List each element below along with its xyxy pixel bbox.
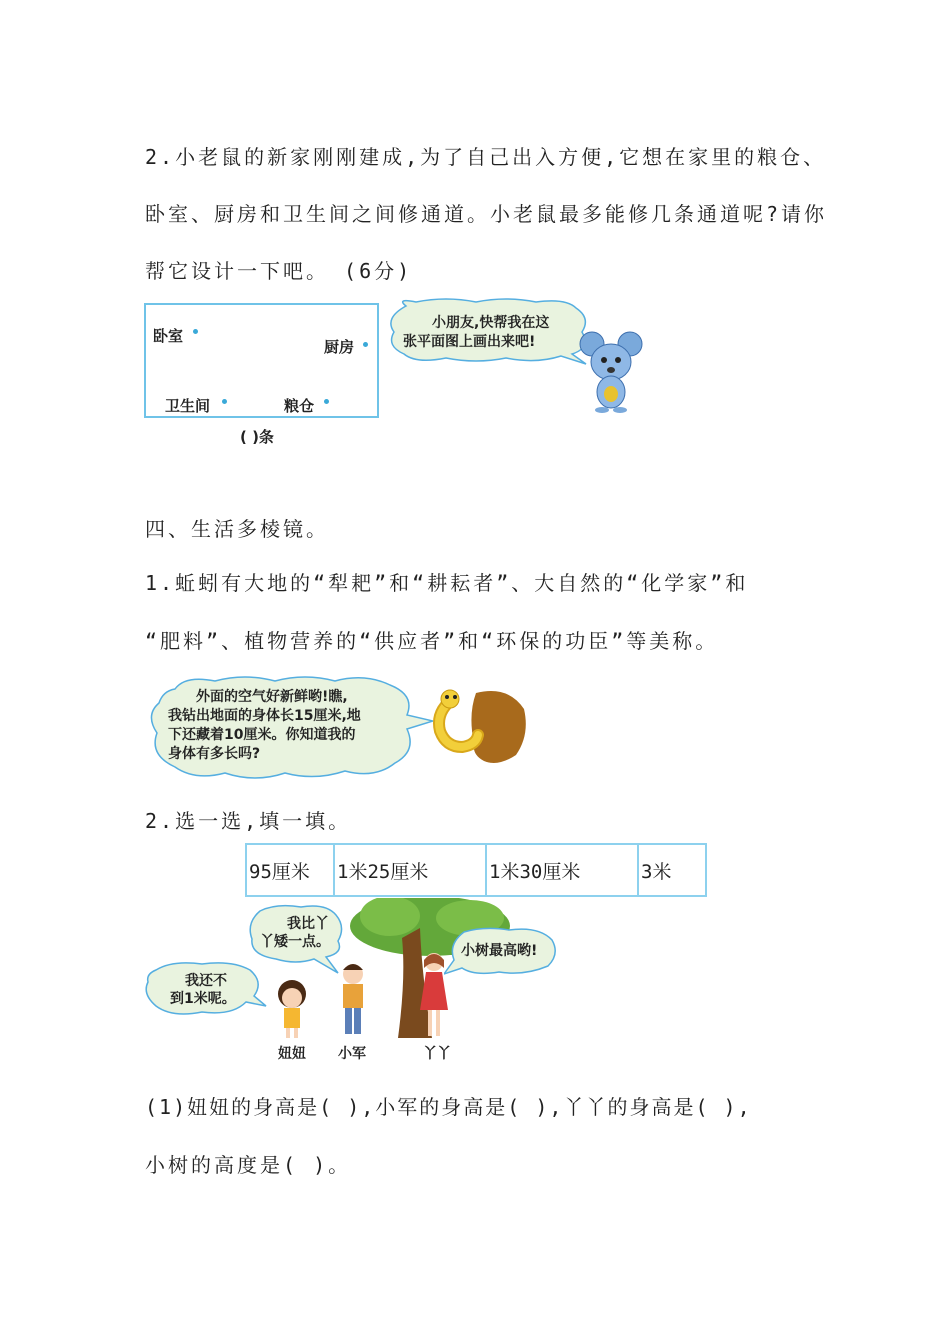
option-cell: 1米25厘米 bbox=[334, 844, 486, 896]
q2-line-2: 卧室、厨房和卫生间之间修通道。小老鼠最多能修几条通道呢?请你 bbox=[145, 202, 828, 226]
worm-bubble-line-1: 外面的空气好新鲜哟!瞧, bbox=[196, 689, 348, 705]
name-yaya: 丫丫 bbox=[423, 1046, 451, 1062]
niuniu-bubble-line-1: 我还不 bbox=[185, 973, 227, 989]
answer-blank: ( )条 bbox=[240, 428, 274, 446]
option-cell: 3米 bbox=[638, 844, 706, 896]
q2-line-3: 帮它设计一下吧。 (6分) bbox=[145, 259, 413, 283]
section4-title: 四、生活多棱镜。 bbox=[145, 517, 329, 541]
name-niuniu: 妞妞 bbox=[278, 1046, 306, 1062]
room-bedroom-label: 卧室 bbox=[153, 327, 184, 345]
room-granary-label: 粮仓 bbox=[284, 397, 315, 415]
name-xiaojun: 小军 bbox=[338, 1046, 366, 1062]
niuniu-bubble-line-2: 到1米呢。 bbox=[170, 991, 236, 1007]
option-cell: 95厘米 bbox=[246, 844, 334, 896]
q4-2-1-line-1: (1)妞妞的身高是( ),小军的身高是( ),丫丫的身高是( ), bbox=[145, 1095, 752, 1119]
option-cell: 1米30厘米 bbox=[486, 844, 638, 896]
mouse-bubble-line-1: 小朋友,快帮我在这 bbox=[432, 315, 550, 331]
earthworm-illustration bbox=[428, 685, 528, 767]
q4-2-title: 2.选一选,填一填。 bbox=[145, 809, 352, 833]
options-table bbox=[245, 843, 707, 897]
yaya-bubble-line-1: 小树最高哟! bbox=[461, 943, 538, 959]
granary-dot bbox=[324, 399, 329, 404]
xiaojun-bubble-line-2: 丫矮一点。 bbox=[260, 934, 330, 950]
q2-line-1: 2.小老鼠的新家刚刚建成,为了自己出入方便,它想在家里的粮仓、 bbox=[145, 145, 827, 169]
q4-1-line-2: “肥料”、植物营养的“供应者”和“环保的功臣”等美称。 bbox=[145, 629, 719, 653]
room-bathroom-label: 卫生间 bbox=[165, 397, 211, 415]
mouse-illustration bbox=[578, 330, 646, 414]
bedroom-dot bbox=[193, 329, 198, 334]
worm-bubble-line-4: 身体有多长吗? bbox=[168, 746, 261, 762]
q4-2-1-line-2: 小树的高度是( )。 bbox=[145, 1153, 352, 1177]
options-row bbox=[246, 844, 706, 896]
worm-bubble-line-3: 下还藏着10厘米。你知道我的 bbox=[168, 727, 356, 743]
mouse-bubble-line-2: 张平面图上画出来吧! bbox=[403, 334, 536, 350]
worm-bubble-line-2: 我钻出地面的身体长15厘米,地 bbox=[168, 708, 361, 724]
xiaojun-bubble-line-1: 我比丫 bbox=[287, 916, 329, 932]
q4-1-line-1: 1.蚯蚓有大地的“犁耙”和“耕耘者”、大自然的“化学家”和 bbox=[145, 571, 749, 595]
kitchen-dot bbox=[363, 342, 368, 347]
room-kitchen-label: 厨房 bbox=[324, 338, 355, 356]
bathroom-dot bbox=[222, 399, 227, 404]
